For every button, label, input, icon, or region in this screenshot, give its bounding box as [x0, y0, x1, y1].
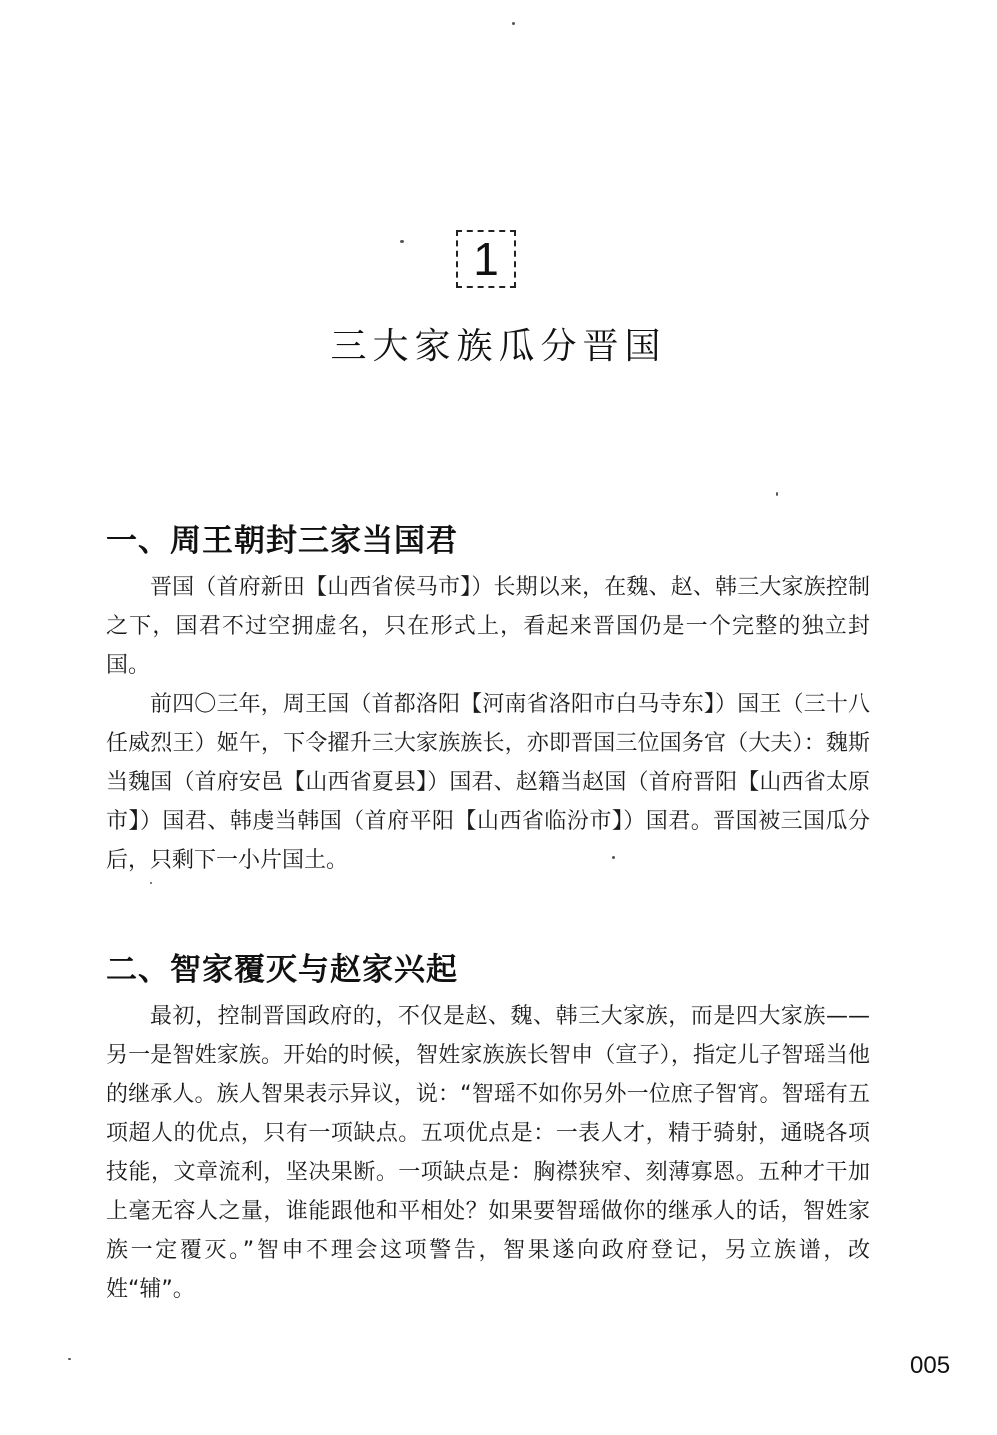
paragraph: 前四〇三年，周王国（首都洛阳【河南省洛阳市白马寺东】）国王（三十八任威烈王）姬午，下令擢升三大家族族长，亦即晋国三位国务官（大夫）：魏斯当魏国（首府安邑【山西省夏县】）国君、赵籍当赵国（首府晋阳【山西省太原市】）国君、韩虔当韩国（首府平阳【山西省临汾市】）国君。晋国被三国瓜分后，只剩下一小片国土。: [106, 692, 870, 873]
paragraph: 最初，控制晋国政府的，不仅是赵、魏、韩三大家族，而是四大家族——另一是智姓家族。开始的时候，智姓家族族长智申（宣子），指定儿子智瑶当他的继承人。族人智果表示异议，说：“智瑶不如你另外一位庶子智宵。智瑶有五项超人的优点，只有一项缺点。五项优点是：一表人才，精于骑射，通晓各项技能，文章流利，坚决果断。一项缺点是：胸襟狭窄、刻薄寡恩。五种才干加上毫无容人之量，谁能跟他和平相处？如果要智瑶做你的继承人的话，智姓家族一定覆灭。”智申不理会这项警告，智果遂向政府登记，另立族谱，改姓“辅”。: [106, 1004, 870, 1302]
chapter-title: 三大家族瓜分晋国: [330, 326, 667, 367]
scan-speck: [776, 492, 778, 496]
page-number: 005: [910, 1352, 951, 1379]
section-heading: 一、周王朝封三家当国君: [106, 523, 458, 559]
section-heading: 二、智家覆灭与赵家兴起: [106, 952, 458, 988]
scan-speck: [400, 240, 404, 243]
chapter-number: 1: [473, 233, 499, 285]
scan-speck: [68, 1358, 71, 1360]
chapter-number-box: [456, 230, 516, 288]
scan-speck: [150, 882, 152, 884]
paragraph: 晋国（首府新田【山西省侯马市】）长期以来，在魏、赵、韩三大家族控制之下，国君不过空拥虚名，只在形式上，看起来晋国仍是一个完整的独立封国。: [106, 575, 870, 678]
scan-speck: [612, 856, 615, 859]
scan-speck: [512, 22, 515, 25]
